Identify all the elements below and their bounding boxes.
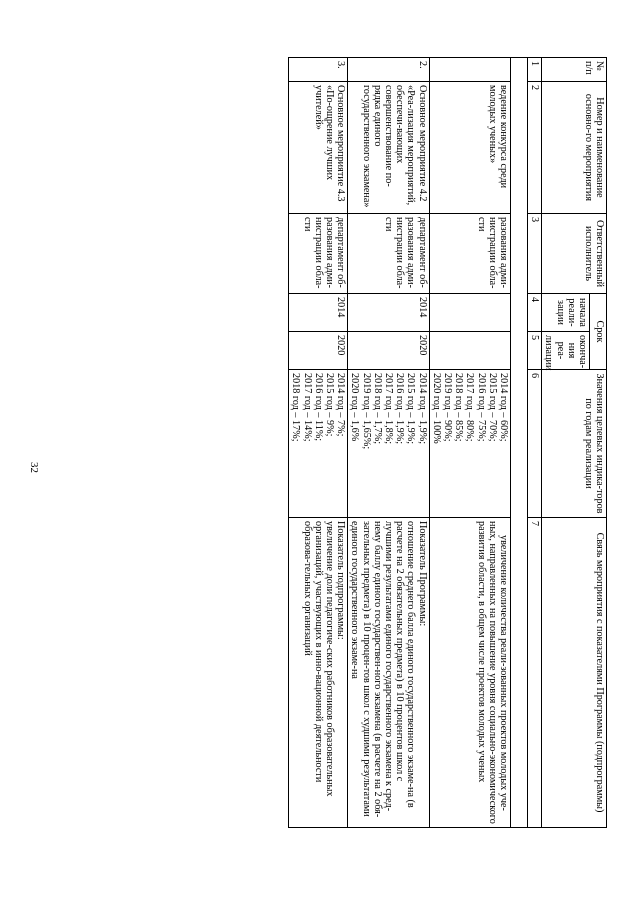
measure-name: Основное мероприятие 4.2 «Реа-лизация мероприятий, обеспечи-вающих совершенствование по-рядка единого государственного экзамена»: [348, 82, 429, 214]
measure-name: ведение конкурса среди молодых ученых»: [429, 82, 510, 214]
column-number: 3: [527, 214, 541, 294]
start-year: 2014: [289, 294, 348, 332]
column-number: 4: [527, 294, 541, 332]
measure-name: Основное мероприятие 4.3 «По-ощрение лучших учителей»: [289, 82, 348, 214]
indicator-values: 2014 год – 60%; 2015 год – 70%; 2016 год – 75%; 2017 год – 80%; 2018 год – 85%; 2019 год – 90%; 2020 год – 100%: [429, 370, 510, 518]
row-number: 2.: [348, 58, 429, 82]
executor: разования адми-нистрации обла-сти: [429, 214, 510, 294]
indicator-values: 2014 год – 7%; 2015 год – 9%; 2016 год – 11%; 2017 год – 14%; 2018 год – 17%;: [289, 370, 348, 518]
header-row: [590, 58, 607, 828]
end-year: [429, 332, 510, 370]
indicator-values: 2014 год – 1,9%; 2015 год – 1,9%; 2016 год – 1,9%; 2017 год – 1,8%; 2018 год – 1,7%; 2019 год – 1,65%; 2020 год – 1,6%: [348, 370, 429, 518]
header-start: начала реали-зации: [542, 294, 590, 332]
page-number: 32: [28, 462, 40, 473]
header-num: № п/п: [542, 58, 607, 82]
header-program-link: Связь мероприятия с показателями Программы (подпрограммы): [542, 518, 607, 828]
header-measure-name: Номер и наименование основно-го мероприятия: [542, 82, 607, 214]
table-row: [429, 58, 510, 828]
program-link: Показатель Программы: отношение среднего балла единого государственного экзаме-на (в расчете на 2 обязательных предмета) в 10 процентов школ с лучшими результатами единого государственного экзамена к сред-нему баллу единого государствен-ного экзамена (в расчете на 2 обя-зательных предмета) в 10 процен-тов школ с худшими результатами единого государственного экзаме-на: [348, 518, 429, 828]
row-number: 3.: [289, 58, 348, 82]
table-row: [289, 58, 348, 828]
executor: департамент об-разования адми-нистрации обла-сти: [348, 214, 429, 294]
program-measures-table: [288, 57, 607, 828]
page-break-gap: [510, 58, 527, 828]
header-executor: Ответственный исполнитель: [542, 214, 607, 294]
end-year: 2020: [348, 332, 429, 370]
header-term: Срок: [590, 294, 607, 370]
start-year: 2014: [348, 294, 429, 332]
rotated-page-content: [47, 57, 607, 827]
row-number: [429, 58, 510, 82]
column-number-row: [527, 58, 541, 828]
start-year: [429, 294, 510, 332]
program-link: увеличение количества реали-зованных проектов молодых уче-ных, направленных на повышение уровня социально-экономического развития области, в общем числе проектов молодых ученых: [429, 518, 510, 828]
column-number: 1: [527, 58, 541, 82]
header-end: оконча-ния реа-лизации: [542, 332, 590, 370]
column-number: 2: [527, 82, 541, 214]
column-number: 6: [527, 370, 541, 518]
program-link: Показатель подпрограммы: увеличение доли педагогиче-ских работников образовательных организаций, участвующих в инно-вационной деятельности образова-тельных организаций: [289, 518, 348, 828]
table-row: [348, 58, 429, 828]
header-indicator-values: Значения целевых индика-торов по годам реализации: [542, 370, 607, 518]
executor: департамент об-разования адми-нистрации обла-сти: [289, 214, 348, 294]
end-year: 2020: [289, 332, 348, 370]
column-number: 7: [527, 518, 541, 828]
column-number: 5: [527, 332, 541, 370]
